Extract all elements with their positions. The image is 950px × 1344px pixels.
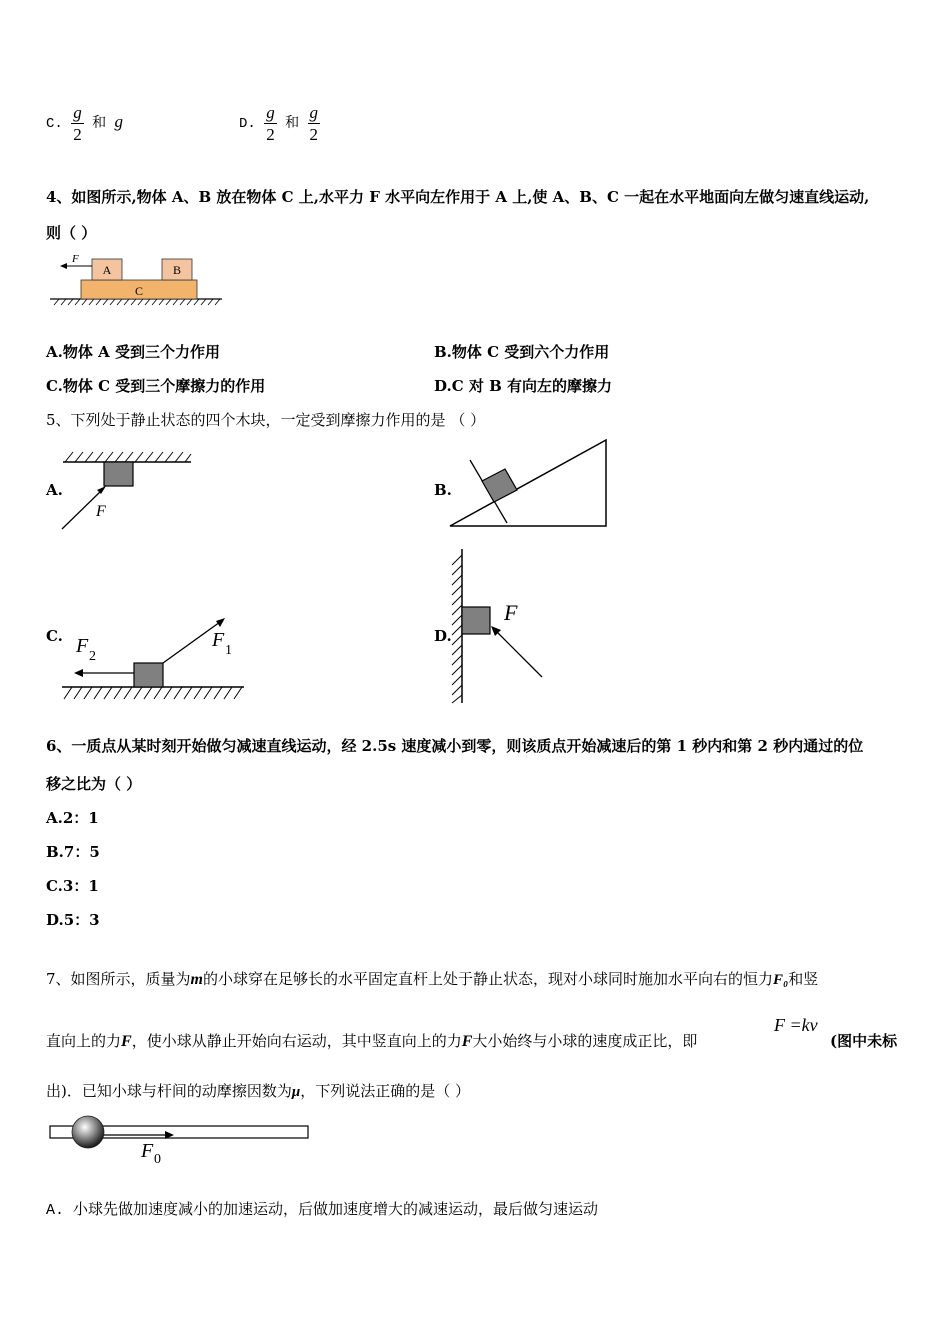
- q7-stem-line2: 直向上的力F，使小球从静止开始向右运动，其中竖直向上的力F大小始终与小球的速度成正比，即: [46, 1032, 698, 1050]
- q5-figure-d: [446, 545, 556, 707]
- force-f-label: F: [72, 253, 79, 265]
- q6-option-d: D.5：3: [46, 911, 100, 929]
- q7-formula: F =kv: [774, 1015, 818, 1035]
- force-f1-subscript: 1: [225, 643, 232, 658]
- q5-label-b: B.: [434, 481, 452, 499]
- q5-stem: 5、下列处于静止状态的四个木块，一定受到摩擦力作用的是 （ ）: [46, 411, 486, 429]
- q6-stem-line1: 6、一质点从某时刻开始做匀减速直线运动，经 2.5s 速度减小到零，则该质点开始减速后的第 1 秒内和第 2 秒内通过的位: [46, 737, 864, 755]
- q4-option-d: D.C 对 B 有向左的摩擦力: [434, 377, 612, 395]
- q4-figure: [46, 252, 236, 308]
- q7-stem-line2-end: (图中未标: [830, 1032, 898, 1050]
- block: [134, 663, 163, 687]
- force-f0-label: F: [141, 1140, 154, 1162]
- block: [482, 469, 517, 502]
- q7-stem-line1: 7、如图所示，质量为m的小球穿在足够长的水平固定直杆上处于静止状态，现对小球同时施加水平向右的恒力F₀和竖: [46, 970, 819, 988]
- fraction-g-over-2-second: $\frac{g}{2}$: [309, 103, 319, 144]
- q5-label-d: D.: [434, 627, 452, 645]
- fraction-g-over-2: $\frac{g}{2}$: [266, 103, 275, 144]
- label-b: B: [172, 263, 182, 277]
- q5-label-a: A.: [46, 481, 63, 499]
- q5-label-c: C.: [46, 627, 63, 645]
- q4-stem-line1: 4、如图所示,物体 A、B 放在物体 C 上,水平力 F 水平向左作用于 A 上,使 A、B、C 一起在水平地面向左做匀速直线运动,: [46, 188, 870, 206]
- q4-option-b: B.物体 C 受到六个力作用: [434, 343, 610, 361]
- q6-option-b: B.7：5: [46, 843, 100, 861]
- q7-option-a: A. 小球先做加速度减小的加速运动，后做加速度增大的减速运动，最后做匀速运动: [46, 1202, 599, 1219]
- q4-option-a: A.物体 A 受到三个力作用: [46, 343, 220, 361]
- q6-option-a: A.2：1: [46, 809, 99, 827]
- q7-figure: [46, 1112, 316, 1168]
- option-d-top: D. $\frac{g}{2}$ 和 $\frac{g}{2}$: [239, 103, 319, 144]
- force-f-label: F: [96, 503, 106, 520]
- q5-figure-b: [445, 436, 615, 532]
- q5-figure-c: [60, 606, 250, 706]
- q4-stem-line2: 则（ ）: [46, 224, 97, 242]
- block: [104, 462, 133, 486]
- force-f0-subscript: 0: [154, 1152, 161, 1167]
- force-f2-label: F: [76, 635, 89, 657]
- force-f1-label: F: [212, 629, 225, 651]
- label-c: C: [134, 284, 144, 298]
- q6-option-c: C.3：1: [46, 877, 99, 895]
- q5-figure-a: [55, 446, 200, 536]
- force-f2-subscript: 2: [89, 649, 96, 664]
- fraction-g-over-2: $\frac{g}{2}$: [73, 103, 82, 144]
- block: [462, 607, 490, 634]
- option-c-top: C. $\frac{g}{2}$ 和 g: [46, 103, 124, 144]
- ball: [72, 1116, 104, 1148]
- force-f-label: F: [504, 600, 518, 625]
- label-a: A: [102, 263, 112, 277]
- q7-stem-line3: 出)．已知小球与杆间的动摩擦因数为μ，下列说法正确的是（ ）: [46, 1082, 470, 1100]
- q4-option-c: C.物体 C 受到三个摩擦力的作用: [46, 377, 266, 395]
- q6-stem-line2: 移之比为（ ）: [46, 775, 142, 793]
